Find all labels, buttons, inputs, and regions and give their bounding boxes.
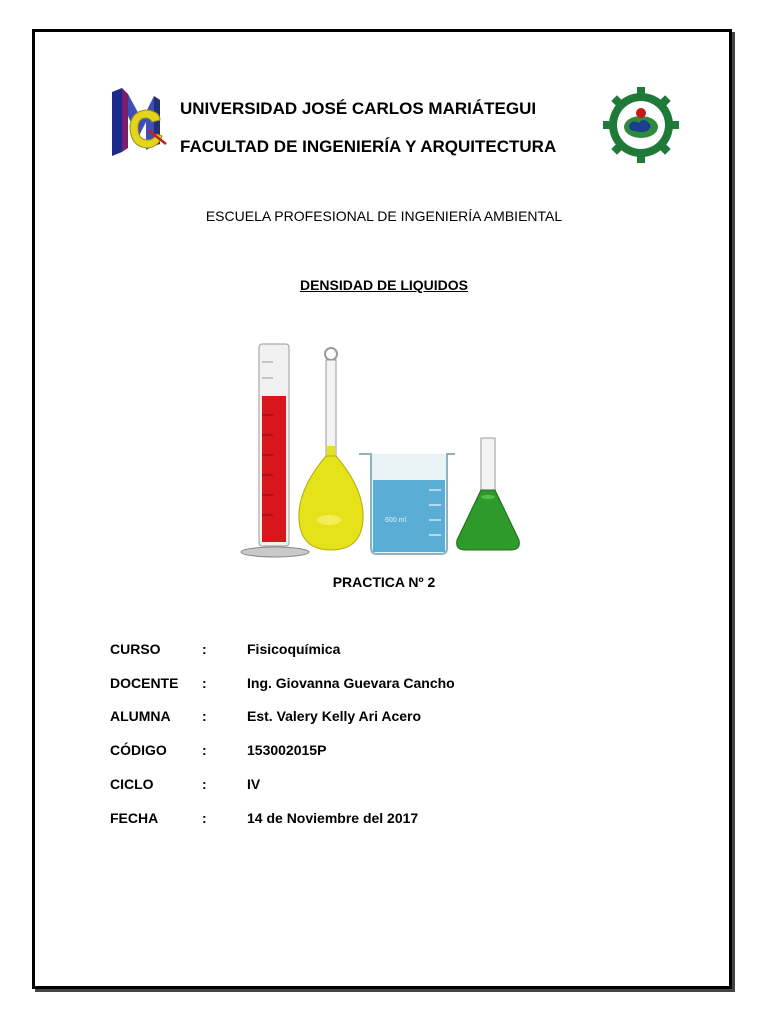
info-value: 153002015P	[247, 742, 327, 758]
info-label: CICLO	[110, 776, 154, 792]
lab-glassware-image	[235, 340, 535, 562]
engineering-seal-icon	[603, 87, 679, 163]
info-label: CURSO	[110, 641, 161, 657]
info-colon: :	[202, 810, 207, 826]
info-label: CÓDIGO	[110, 742, 167, 758]
school-name: ESCUELA PROFESIONAL DE INGENIERÍA AMBIENTAL	[205, 208, 563, 224]
beaker-label: 600 ml	[385, 517, 407, 524]
practice-number: PRACTICA Nº 2	[332, 574, 436, 590]
document-title: DENSIDAD DE LIQUIDOS	[299, 277, 468, 293]
info-label: DOCENTE	[110, 675, 179, 691]
university-logo-icon	[108, 86, 168, 162]
info-value: IV	[247, 776, 261, 792]
info-value: Fisicoquímica	[247, 641, 341, 657]
info-label: FECHA	[110, 810, 159, 826]
info-colon: :	[202, 742, 207, 758]
info-colon: :	[202, 641, 207, 657]
info-value: Ing. Giovanna Guevara Cancho	[247, 675, 455, 691]
info-label: ALUMNA	[110, 708, 171, 724]
info-colon: :	[202, 675, 207, 691]
info-value: 14 de Noviembre del 2017	[247, 810, 419, 826]
faculty-name: FACULTAD DE INGENIERÍA Y ARQUITECTURA	[180, 137, 557, 156]
info-colon: :	[202, 708, 207, 724]
university-name: UNIVERSIDAD JOSÉ CARLOS MARIÁTEGUI	[180, 99, 537, 118]
info-value: Est. Valery Kelly Ari Acero	[247, 708, 422, 724]
info-colon: :	[202, 776, 207, 792]
